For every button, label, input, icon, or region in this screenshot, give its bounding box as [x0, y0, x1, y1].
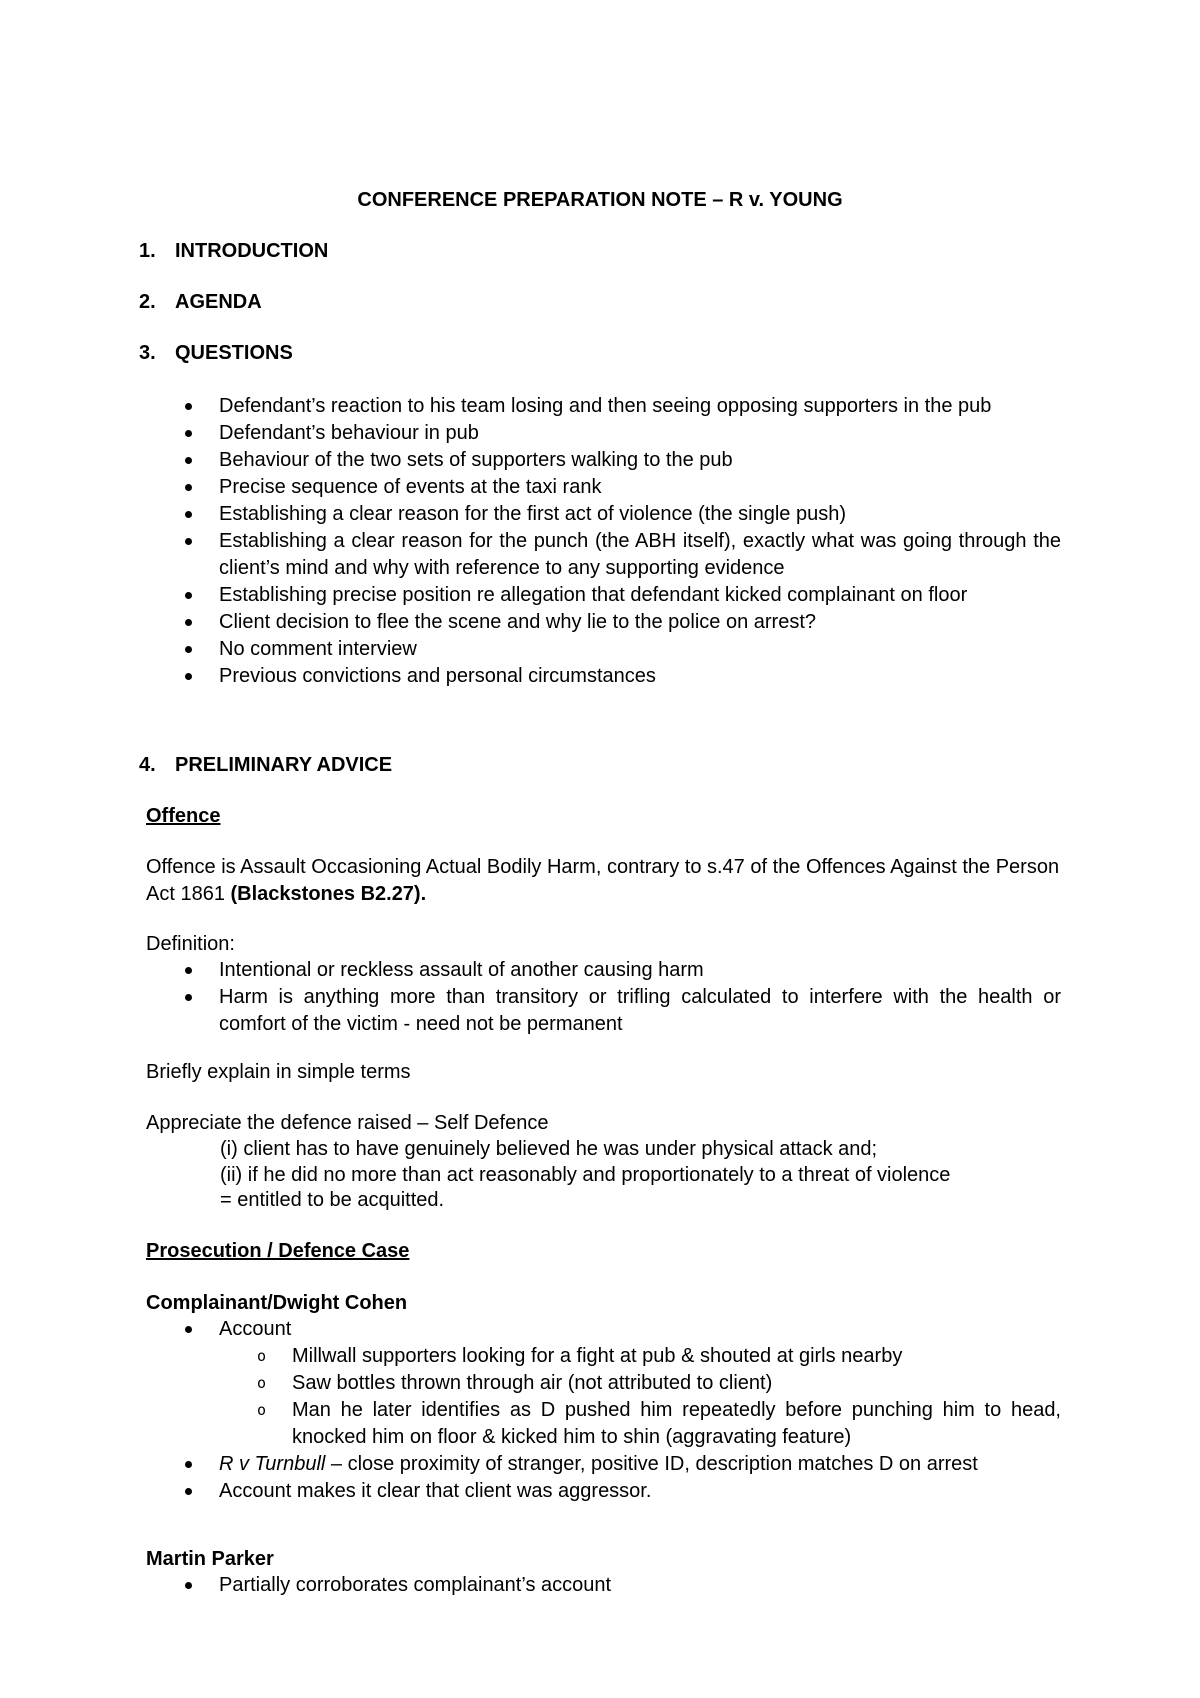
document-title: CONFERENCE PREPARATION NOTE – R v. YOUNG: [357, 189, 843, 211]
list-item: Precise sequence of events at the taxi rank: [146, 474, 1061, 501]
list-item: Establishing a clear reason for the first act of violence (the single push): [146, 501, 1061, 528]
offence-text: Offence is Assault Occasioning Actual Bodily Harm, contrary to s.47 of the Offences Against the Person Act 1861: [146, 856, 1060, 905]
witness-list: [146, 1572, 1061, 1599]
witness-list-container: [146, 1572, 1061, 1599]
list-item: Client decision to flee the scene and why lie to the police on arrest?: [146, 609, 1061, 636]
list-item: Intentional or reckless assault of another causing harm: [146, 957, 1061, 984]
account-label: Account: [219, 1318, 292, 1340]
sub-list-item: o Saw bottles thrown through air (not attributed to client): [146, 1370, 1061, 1397]
account-sublist: [146, 1343, 1061, 1451]
offence-heading: Offence: [146, 805, 221, 827]
section-label: QUESTIONS: [175, 342, 293, 364]
section-label: INTRODUCTION: [175, 240, 329, 262]
section-heading-introduction: [139, 238, 328, 265]
definition-label: Definition:: [146, 933, 235, 955]
section-label: AGENDA: [175, 291, 262, 313]
questions-list-container: [146, 393, 1061, 690]
list-item: Harm is anything more than transitory or trifling calculated to interfere with the health or comfort of the victim - need not be permanent: [146, 984, 1061, 1038]
case-heading: Prosecution / Defence Case: [146, 1240, 410, 1262]
list-item: Account makes it clear that client was aggressor.: [146, 1478, 1061, 1505]
complainant-heading: Complainant/Dwight Cohen: [146, 1292, 408, 1314]
list-item: Partially corroborates complainant’s account: [146, 1572, 1061, 1599]
list-item: Establishing a clear reason for the punch (the ABH itself), exactly what was going through the client’s mind and why with reference to any supporting evidence: [146, 528, 1061, 582]
complainant-list: [146, 1316, 1061, 1343]
section-heading-agenda: [139, 289, 262, 316]
defence-point: = entitled to be acquitted.: [220, 1189, 445, 1211]
explain-note: Briefly explain in simple terms: [146, 1061, 411, 1083]
section-label: PRELIMINARY ADVICE: [175, 754, 393, 776]
list-item: [146, 1316, 1061, 1343]
questions-list: [146, 393, 1061, 690]
list-item: Defendant’s behaviour in pub: [146, 420, 1061, 447]
section-number: 2.: [139, 291, 156, 313]
definition-list-container: [146, 957, 1061, 1038]
defence-intro: Appreciate the defence raised – Self Defence: [146, 1112, 549, 1134]
citation-text: – close proximity of stranger, positive ID, description matches D on arrest: [325, 1453, 978, 1475]
defence-point: (ii) if he did no more than act reasonably and proportionately to a threat of violence: [220, 1164, 951, 1186]
list-item: Previous convictions and personal circumstances: [146, 663, 1061, 690]
section-heading-preliminary-advice: [139, 752, 392, 779]
list-item: Behaviour of the two sets of supporters walking to the pub: [146, 447, 1061, 474]
section-heading-questions: [139, 340, 293, 367]
list-item: Establishing precise position re allegation that defendant kicked complainant on floor: [146, 582, 1061, 609]
complainant-list-container: [146, 1316, 1061, 1505]
witness-heading: Martin Parker: [146, 1548, 274, 1570]
list-item: No comment interview: [146, 636, 1061, 663]
sub-list-item: o Millwall supporters looking for a fight at pub & shouted at girls nearby: [146, 1343, 1061, 1370]
case-citation: R v Turnbull: [219, 1453, 326, 1475]
offence-paragraph: [146, 854, 1061, 908]
definition-list: [146, 957, 1061, 1038]
list-item: [146, 1451, 1061, 1478]
section-number: 1.: [139, 240, 156, 262]
complainant-list-continued: [146, 1451, 1061, 1505]
section-number: 3.: [139, 342, 156, 364]
list-item: Defendant’s reaction to his team losing and then seeing opposing supporters in the pub: [146, 393, 1061, 420]
section-number: 4.: [139, 754, 156, 776]
sub-list-item: o Man he later identifies as D pushed him repeatedly before punching him to head, knocked him on floor & kicked him to shin (aggravating feature): [146, 1397, 1061, 1451]
blackstones-reference: (Blackstones B2.27).: [230, 883, 427, 905]
defence-point: (i) client has to have genuinely believed he was under physical attack and;: [220, 1138, 878, 1160]
